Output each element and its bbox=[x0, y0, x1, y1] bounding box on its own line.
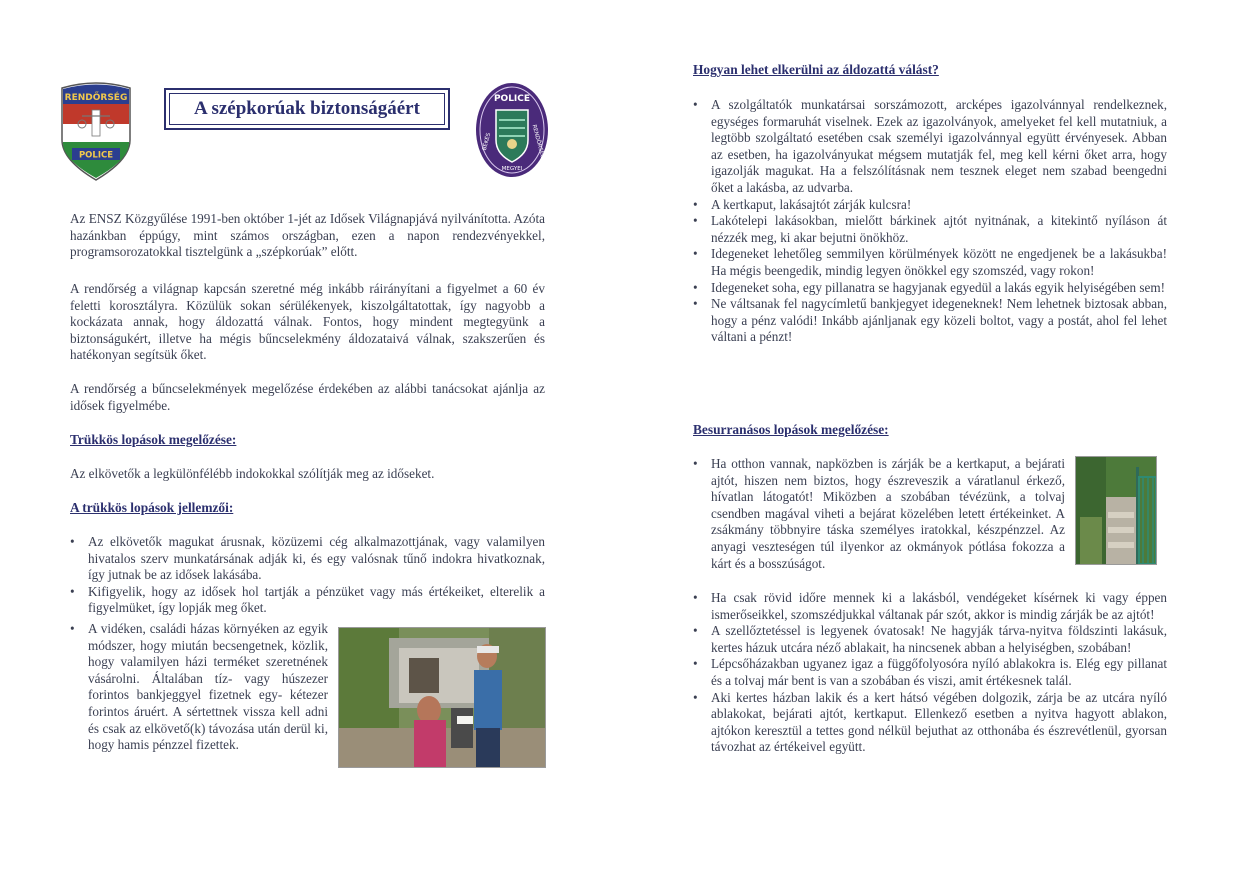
list-item: • A vidéken, családi házas környéken az egyik módszer, hogy miután becsengetnek, közlik, hogy valamilyen házi terméket szeretnének vásárolni. Általában tíz- vagy húszezer forintos bankjeggyel fizetnek egy- kétezer forintos áruért. A sértettnek vissza kell adni és csak az elkövető(k) távozása után derül ki, hogy hamis pénzzel fizettek. bbox=[70, 621, 328, 754]
page-title: A szépkorúak biztonságáért bbox=[194, 98, 420, 119]
list-item: • Az elkövetők magukat árusnak, közüzemi cég alkalmazottjának, vagy valamilyen hivatalos szerv munkatársának adják ki, és egy valósnak tűnő indokra hivatkoznak, így jutnak be az idősek lakásába. bbox=[70, 534, 545, 584]
police-shield-badge-icon bbox=[58, 82, 134, 182]
list-item: • Idegeneket soha, egy pillanatra se hagyjanak egyedül a lakás egyik helyiségében sem! bbox=[693, 280, 1167, 297]
svg-text:RENDŐRSÉG: RENDŐRSÉG bbox=[530, 124, 546, 160]
title-frame bbox=[164, 88, 450, 130]
photo-doorstep-transaction bbox=[338, 627, 546, 768]
list-item: • Ha otthon vannak, napközben is zárják be a kertkaput, a bejárati ajtót, hiszen nem biztos, hogy észreveszik a váratlanul érkező, hívatlan látogatót! Miközben a szobában tévézünk, a tolvaj csendben magával viheti a bejárat közelében letett értékeinket. A zsákmány többnyire táska személyes iratokkal, készpénzzel. Az anyagi veszteségen túl ilyenkor az okmányok pótlása fokozza a kárt és a bosszúságot. bbox=[693, 456, 1065, 572]
list-item: • Aki kertes házban lakik és a kert hátsó végében dolgozik, zárja be az utcára nyíló ablakokat, bejárati ajtót, kertkaput. Ellenkező esetben a nyitva hagyott ablakon, ajtókon keresztül a tettes gond nélkül bejuthat az otthonába és észrevétlenül, gyorsan távozhat az értékeivel együtt. bbox=[693, 690, 1167, 756]
sneak-theft-list-wrap bbox=[693, 456, 1065, 572]
section-heading-sneak-theft: Besurranásos lopások megelőzése: bbox=[693, 422, 889, 437]
list-item: • Lakótelepi lakásokban, mielőtt bárkinek ajtót nyitnának, a kitekintő nyíláson át nézzék meg, ki akar bejutni önökhöz. bbox=[693, 213, 1167, 246]
tricky-features-list-wrap bbox=[70, 621, 328, 754]
page-header bbox=[58, 82, 550, 182]
svg-text:POLICE: POLICE bbox=[493, 94, 531, 104]
photo-doorstep-image bbox=[339, 628, 545, 767]
intro-paragraph-1: Az ENSZ Közgyűlése 1991-ben október 1-jét az Idősek Világnapjává nyilvánította. Azóta hazánkban éppúgy, mint számos országban, ezen a napon rendezvényekkel, programsorozatokkal tisztelgünk a „szépkorúak” előtt. bbox=[70, 211, 545, 260]
svg-text:RENDŐRSÉG: RENDŐRSÉG bbox=[64, 93, 128, 103]
police-round-badge-icon bbox=[474, 82, 550, 182]
photo-garden-gate bbox=[1075, 456, 1157, 565]
list-item: • Kifigyelik, hogy az idősek hol tartják a pénzüket vagy más értékeiket, elterelik a figyelmüket, így lopják meg őket. bbox=[70, 584, 545, 617]
tricky-features-list bbox=[70, 534, 545, 617]
list-item: • Lépcsőházakban ugyanez igaz a függőfolyosóra nyíló ablakokra is. Elég egy pillanat és a tolvaj már bent is van a szobában és viszi, amit értékesnek talál. bbox=[693, 656, 1167, 689]
svg-text:POLICE: POLICE bbox=[78, 150, 114, 161]
svg-text:MEGYEI: MEGYEI bbox=[501, 166, 523, 172]
list-item: • A kertkaput, lakásajtót zárják kulcsra! bbox=[693, 197, 1167, 214]
list-item: • A szolgáltatók munkatársai sorszámozott, arcképes igazolvánnyal rendelkeznek, egységes formaruhát viselnek. Ezek az igazolványok, amelyeket fel kell mutatniuk, a legtöbb szolgáltató esetében csak személyi igazolvánnyal együtt érvényesek. Abban az esetben, ha igazolványukat mégsem mutatják fel, meg kell kérni őket arra, hogy igazolják magukat. Ha a felszólításnak nem tesznek eleget nem szabad beengedni őket a lakásba, az udvarba. bbox=[693, 97, 1167, 197]
intro-paragraph-2: A rendőrség a világnap kapcsán szeretné még inkább ráirányítani a figyelmet a 60 év feletti korosztályra. Közülük sokan sérülékenyek, kiszolgáltatottak, így nagyobb a kockázata annak, hogy áldozattá válnak. Fontos, hogy mindent megtegyünk a biztonságukért, illetve ha mégis bűncselekmény áldozataivá válnak, szakszerűen és hatékonyan segítsük őket. bbox=[70, 281, 545, 363]
list-item: • Idegeneket lehetőleg semmilyen körülmények között ne engedjenek be a lakásukba! Ha mégis beengedik, mindig legyen önökkel egy szomszéd, vagy rokon! bbox=[693, 246, 1167, 279]
intro-paragraph-3: A rendőrség a bűncselekmények megelőzése érdekében az alábbi tanácsokat ajánlja az idősek figyelmébe. bbox=[70, 381, 545, 413]
sneak-theft-list bbox=[693, 590, 1167, 756]
section-heading-tricky-features: A trükkös lopások jellemzői: bbox=[70, 500, 234, 515]
list-item: • A szellőztetéssel is legyenek óvatosak! Ne hagyják tárva-nyitva földszinti lakásuk, kertes házuk utcára néző ablakait, ha nincsenek abban a helyiségben, szobában! bbox=[693, 623, 1167, 656]
photo-garden-gate-image bbox=[1076, 457, 1156, 564]
avoid-victim-list bbox=[693, 97, 1167, 346]
section-heading-avoid-victim: Hogyan lehet elkerülni az áldozattá válást? bbox=[693, 62, 939, 77]
list-item: • Ne váltsanak fel nagycímletű bankjegyet idegeneknek! Nem lehetnek biztosak abban, hogy a pénz valódi! Inkább ajánljanak egy közeli boltot, vagy a postát, ahol fel lehet váltani a pénzt! bbox=[693, 296, 1167, 346]
list-item: • Ha csak rövid időre mennek ki a lakásból, vendégeket kísérnek ki vagy éppen ismerőseikkel, szomszédjukkal váltanak pár szót, akkor is mindig zárják be az ajtót! bbox=[693, 590, 1167, 623]
tricky-theft-text: Az elkövetők a legkülönfélébb indokokkal szólítják meg az időseket. bbox=[70, 466, 435, 481]
svg-text:BÉKÉS: BÉKÉS bbox=[481, 132, 493, 152]
section-heading-tricky-theft: Trükkös lopások megelőzése: bbox=[70, 432, 237, 447]
